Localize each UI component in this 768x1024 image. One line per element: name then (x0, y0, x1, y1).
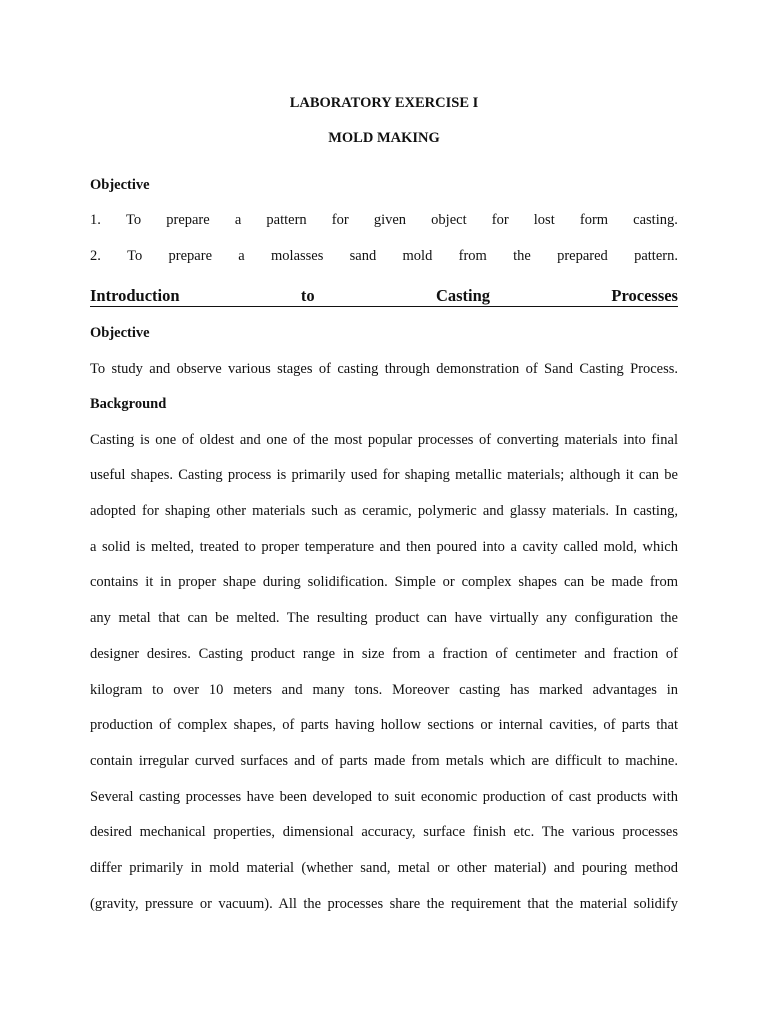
background-line: Several casting processes have been developed to suit economic production of cast products with (90, 789, 678, 805)
background-line: differ primarily in mold material (whether sand, metal or other material) and pouring method (90, 860, 678, 876)
list-word: given (373, 212, 407, 228)
list-word: sand (349, 248, 377, 264)
list-word: pattern. (634, 248, 678, 264)
list-word: prepared (557, 248, 608, 264)
document-subtitle: MOLD MAKING (328, 130, 440, 146)
background-line: Casting is one of oldest and one of the most popular processes of converting materials into final (90, 432, 678, 448)
background-line: any metal that can be melted. The resulting product can have virtually any configuration the (90, 610, 678, 626)
background-line: production of complex shapes, of parts having hollow sections or internal cavities, of parts that (90, 717, 678, 733)
objective-heading: Objective (90, 177, 150, 193)
list-word: lost (533, 212, 555, 228)
section-heading-introduction (90, 286, 678, 307)
list-word: the (513, 248, 531, 264)
objective-text: To study and observe various stages of casting through demonstration of Sand Casting Process. (90, 361, 678, 377)
list-word: mold (402, 248, 433, 264)
list-word: 1. (90, 212, 101, 228)
background-line: useful shapes. Casting process is primarily used for shaping metallic materials; although it can be (90, 467, 678, 483)
list-word: from (458, 248, 487, 264)
list-word: form (579, 212, 609, 228)
heading-word: Introduction (90, 286, 180, 305)
list-word: pattern (266, 212, 307, 228)
list-word: object (431, 212, 467, 228)
list-word: 2. (90, 248, 101, 264)
list-item-1 (90, 211, 678, 229)
background-heading: Background (90, 396, 167, 412)
list-word: casting. (633, 212, 678, 228)
list-word: molasses (271, 248, 324, 264)
heading-word: to (300, 286, 315, 305)
objective-heading-2: Objective (90, 325, 150, 341)
list-word: a (238, 248, 245, 264)
background-line: kilogram to over 10 meters and many tons. Moreover casting has marked advantages in (90, 682, 678, 698)
background-line: desired mechanical properties, dimensional accuracy, surface finish etc. The various processes (90, 824, 678, 840)
list-word: To (127, 248, 143, 264)
background-line: designer desires. Casting product range in size from a fraction of centimeter and fraction of (90, 646, 678, 662)
heading-word: Casting (435, 286, 491, 305)
heading-word: Processes (611, 286, 678, 305)
list-word: a (234, 212, 242, 228)
background-line: a solid is melted, treated to proper temperature and then poured into a cavity called mold, which (90, 539, 678, 555)
list-word: for (491, 212, 509, 228)
background-line: contain irregular curved surfaces and of parts made from metals which are difficult to machine. (90, 753, 678, 769)
list-word: To (126, 212, 142, 228)
background-line: (gravity, pressure or vacuum). All the processes share the requirement that the material solidify (90, 896, 678, 912)
background-line: adopted for shaping other materials such as ceramic, polymeric and glassy materials. In casting, (90, 503, 678, 519)
list-item-2 (90, 247, 678, 265)
list-word: prepare (168, 248, 213, 264)
document-title: LABORATORY EXERCISE I (289, 95, 479, 111)
list-word: for (331, 212, 349, 228)
list-word: prepare (166, 212, 210, 228)
background-line: contains it in proper shape during solidification. Simple or complex shapes can be made from (90, 574, 678, 590)
